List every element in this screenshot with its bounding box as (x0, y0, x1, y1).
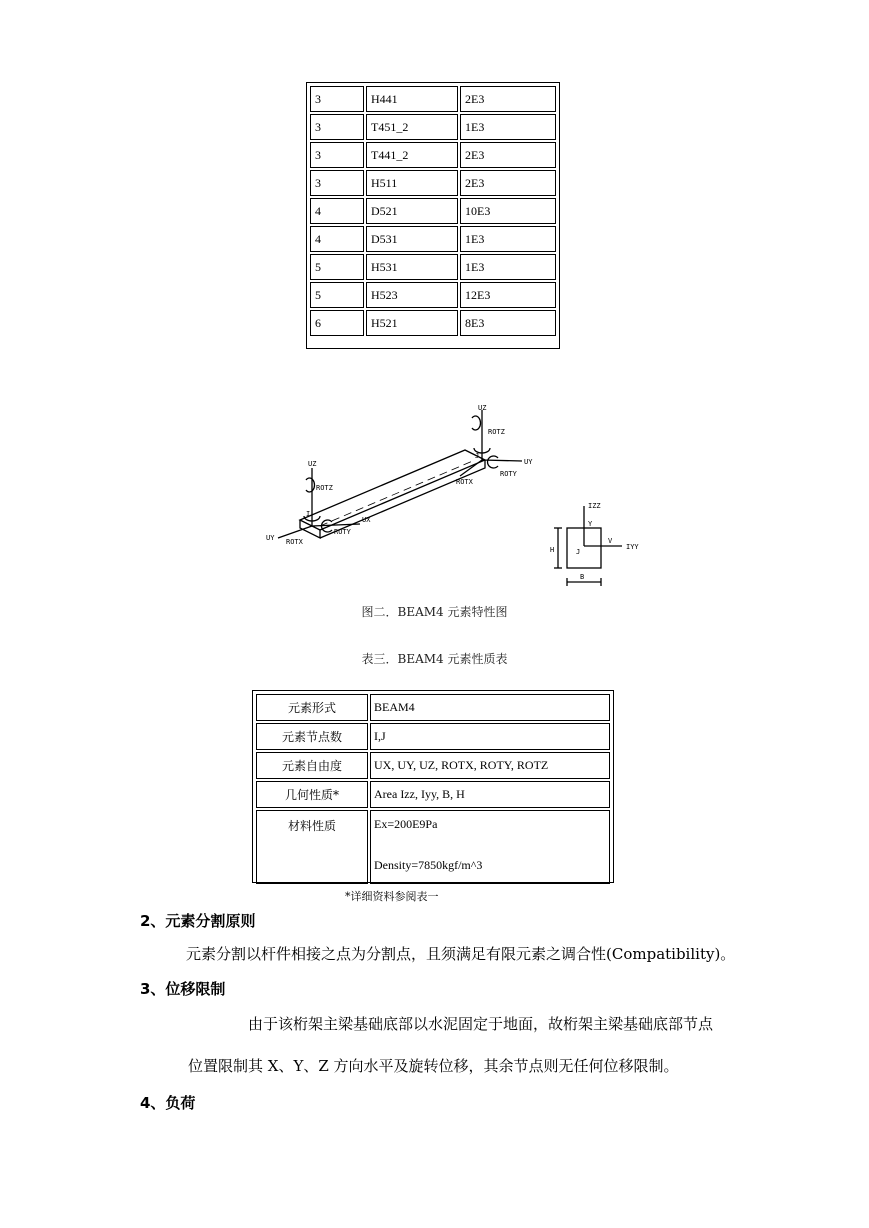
section-heading: 2、元素分割原则 (140, 912, 256, 930)
table-row (310, 86, 556, 112)
table-row (256, 781, 610, 808)
beam4-figure (260, 398, 670, 590)
table-row (256, 752, 610, 779)
property-value: Area Izz, Iyy, B, H (370, 781, 610, 808)
load-table-grid (308, 84, 558, 338)
table-cell: 3 (310, 170, 364, 196)
table-cell: 2E3 (460, 170, 556, 196)
table-cell: 3 (310, 114, 364, 140)
table-cell: D521 (366, 198, 458, 224)
fig-label: UY (266, 534, 275, 542)
table-row (310, 198, 556, 224)
fig-label: J (475, 452, 480, 460)
material-density: Density=7850kgf/m^3 (374, 858, 483, 872)
paragraph: 位置限制其 X、Y、Z 方向水平及旋转位移，其余节点则无任何位移限制。 (188, 1057, 679, 1075)
table-row (310, 142, 556, 168)
table-cell: T441_2 (366, 142, 458, 168)
table-row (310, 254, 556, 280)
fig-label: UY (524, 458, 533, 466)
table-cell: 1E3 (460, 114, 556, 140)
property-key: 元素节点数 (256, 723, 368, 750)
fig-label: ROTX (456, 478, 473, 486)
fig-label: IYY (626, 543, 639, 551)
table-cell: 12E3 (460, 282, 556, 308)
table-cell: H441 (366, 86, 458, 112)
table-cell: 1E3 (460, 254, 556, 280)
property-value (370, 810, 610, 884)
table-cell: 2E3 (460, 142, 556, 168)
fig-label: J (576, 548, 581, 556)
fig-label: ROTY (500, 470, 517, 478)
fig-label: ROTZ (316, 484, 333, 492)
fig-label: Y (588, 520, 593, 528)
fig-label: H (550, 546, 555, 554)
fig-label: V (608, 537, 613, 545)
table-cell: H523 (366, 282, 458, 308)
table-row (256, 723, 610, 750)
table-cell: 2E3 (460, 86, 556, 112)
table-cell: 3 (310, 86, 364, 112)
figure-caption: 图二．BEAM4 元素特性图 (361, 605, 508, 619)
beam4-properties-table (252, 690, 614, 883)
properties-grid (254, 692, 612, 886)
table-cell: 8E3 (460, 310, 556, 336)
table-caption: 表三．BEAM4 元素性质表 (361, 652, 508, 666)
fig-label: UZ (308, 460, 317, 468)
paragraph: 由于该桁架主梁基础底部以水泥固定于地面，故桁架主梁基础底部节点 (248, 1015, 714, 1033)
table-cell: 6 (310, 310, 364, 336)
property-key: 元素形式 (256, 694, 368, 721)
table-cell: 5 (310, 282, 364, 308)
table-cell: H511 (366, 170, 458, 196)
paragraph: 元素分割以杆件相接之点为分割点，且须满足有限元素之调合性(Compatibility)。 (186, 945, 736, 963)
fig-label: B (580, 573, 585, 581)
table-row (310, 282, 556, 308)
property-key: 元素自由度 (256, 752, 368, 779)
table-cell: 4 (310, 198, 364, 224)
property-value: UX, UY, UZ, ROTX, ROTY, ROTZ (370, 752, 610, 779)
figure-labels (266, 404, 639, 581)
table-cell: 3 (310, 142, 364, 168)
table-cell: H531 (366, 254, 458, 280)
table-row (256, 810, 610, 884)
beam-drawing (278, 410, 622, 586)
table-row (310, 114, 556, 140)
table-cell: 1E3 (460, 226, 556, 252)
table-cell: D531 (366, 226, 458, 252)
property-key: 材料性质 (256, 810, 368, 884)
fig-label: IZZ (588, 502, 601, 510)
table-cell: T451_2 (366, 114, 458, 140)
fig-label: ROTZ (488, 428, 505, 436)
fig-label: ROTY (334, 528, 351, 536)
table-cell: 4 (310, 226, 364, 252)
fig-label: UZ (478, 404, 487, 412)
table-cell: H521 (366, 310, 458, 336)
property-key: 几何性质* (256, 781, 368, 808)
fig-label: UX (362, 516, 371, 524)
fig-label: I (306, 510, 311, 518)
table-cell: 5 (310, 254, 364, 280)
table-row (310, 310, 556, 336)
load-table (306, 82, 560, 349)
fig-label: ROTX (286, 538, 303, 546)
section-heading: 4、负荷 (140, 1094, 196, 1112)
material-modulus: Ex=200E9Pa (374, 817, 438, 831)
table-row (310, 226, 556, 252)
table-footnote: *详细资料参阅表一 (345, 890, 439, 903)
property-value: I,J (370, 723, 610, 750)
table-row (256, 694, 610, 721)
table-row (310, 170, 556, 196)
property-value: BEAM4 (370, 694, 610, 721)
section-heading: 3、位移限制 (140, 980, 226, 998)
table-cell: 10E3 (460, 198, 556, 224)
